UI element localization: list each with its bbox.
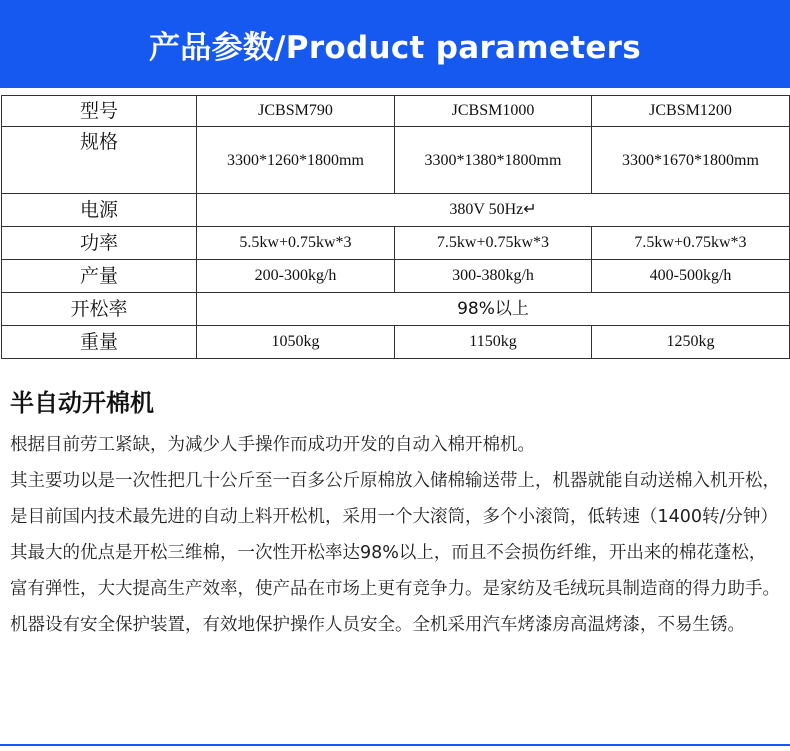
section-title: 半自动开棉机 [10,389,154,417]
table-cell: 3300*1380*1800mm [395,127,592,194]
table-cell: 1050kg [197,326,395,359]
table-cell-merged: 98%以上 [197,293,790,326]
spec-table [1,95,790,359]
bottom-divider [0,744,790,746]
row-label: 功率 [2,227,197,260]
paragraph: 其主要功以是一次性把几十公斤至一百多公斤原棉放入储棉输送带上，机器就能自动送棉入机开松，是目前国内技术最先进的自动上料开松机，采用一个大滚筒，多个小滚筒，低转速（1400转/分钟）其最大的优点是开松三维棉，一次性开松率达98%以上，而且不会损伤纤维，开出来的棉花蓬松，富有弹性，大大提高生产效率，使产品在市场上更有竞争力。是家纺及毛绒玩具制造商的得力助手。 [10,471,780,599]
table-cell: 5.5kw+0.75kw*3 [197,227,395,260]
table-row [2,194,790,227]
table-cell: 200-300kg/h [197,260,395,293]
table-cell: JCBSM1000 [395,96,592,127]
table-cell: 400-500kg/h [592,260,790,293]
row-label: 产量 [2,260,197,293]
table-cell: 1250kg [592,326,790,359]
table-row [2,127,790,194]
table-cell-merged: 380V 50Hz↵ [197,194,790,227]
paragraph: 机器设有安全保护装置，有效地保护操作人员安全。全机采用汽车烤漆房高温烤漆，不易生锈。 [10,615,745,635]
table-cell: 7.5kw+0.75kw*3 [395,227,592,260]
table-row [2,227,790,260]
table-cell: 7.5kw+0.75kw*3 [592,227,790,260]
page-title: 产品参数/Product parameters [148,29,641,66]
row-label: 型号 [2,96,197,127]
table-row [2,260,790,293]
table-cell: JCBSM1200 [592,96,790,127]
table-cell: 3300*1260*1800mm [197,127,395,194]
table-row [2,96,790,127]
row-label: 开松率 [2,293,197,326]
table-row [2,326,790,359]
row-label: 规格 [2,127,197,194]
description [10,427,782,643]
header-banner [0,0,790,88]
row-label: 电源 [2,194,197,227]
row-label: 重量 [2,326,197,359]
table-cell: 3300*1670*1800mm [592,127,790,194]
table-row [2,293,790,326]
table-cell: JCBSM790 [197,96,395,127]
table-cell: 300-380kg/h [395,260,592,293]
table-cell: 1150kg [395,326,592,359]
paragraph: 根据目前劳工紧缺，为减少人手操作而成功开发的自动入棉开棉机。 [10,435,535,455]
